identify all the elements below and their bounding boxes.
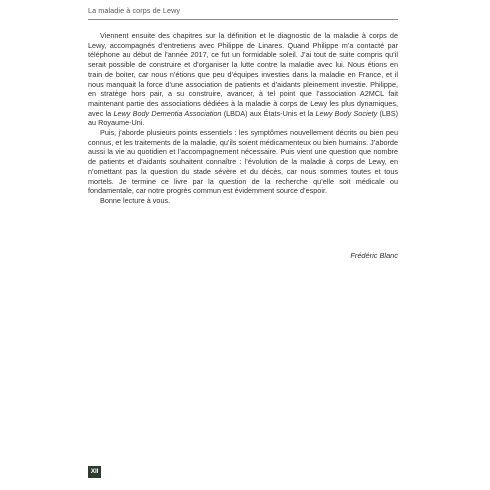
- running-header: La maladie à corps de Lewy: [88, 6, 181, 15]
- author-signature: Frédéric Blanc: [350, 251, 398, 260]
- body-text: [88, 31, 398, 206]
- paragraph-3: Bonne lecture à vous.: [100, 195, 171, 205]
- page-number: XII: [88, 466, 101, 478]
- lbda-name: Lewy Body Dementia Association: [113, 108, 222, 118]
- paragraph-1-part-a: Viennent ensuite des chapitres sur la définition et le diagnostic de la maladie à corps de Lewy, accompagnés d’entretiens avec Philippe de Linares. Quand Philippe m’a contacté par téléphone au début de l’année 2017, ce fut un formidable soleil. J’ai tout de suite compris qu’il serait possible de construire et d’organiser la lutte contre la maladie avec lui. Nous étions en train de boiter, car nous n’étions que peu d’équipes investies dans la maladie en France, et il nous manquait la force d’une association de patients et d’aidants pleinement investie. Philippe, en stratège hors pair, a su construire, avancer, à tel point que l’association A2MCL fait maintenant partie des associations dédiées à la maladie à corps de Lewy les plus dynamiques, avec la: [88, 31, 398, 118]
- lbs-name: Lewy Body Society: [315, 108, 378, 118]
- paragraph-1-part-b: (LBDA) aux États-Unis et la: [221, 108, 316, 118]
- header-rule: [88, 19, 398, 20]
- paragraph-2: Puis, j’aborde plusieurs points essentiels : les symptômes nouvellement décrits ou bien peu connus, et les traitements de la maladie, qu’ils soient médicamenteux ou bien humains. J’aborde aussi la vie au quotidien et l’accompagnement nécessaire. Puis vient une question que nombre de patients et d’aidants souhaitent connaître : l’évolution de la maladie à corps de Lewy, en n’omettant pas la question du stade sévère et du décès, car nous sommes toutes et tous mortels. Je termine ce livre par la question de la recherche qu’elle soit médicale ou fondamentale, car notre progrès commun est évidemment source d’espoir.: [88, 128, 398, 196]
- paragraph-1: [88, 31, 398, 128]
- paragraph-1-part-c: (LBS) au Royaume-Uni.: [88, 108, 399, 128]
